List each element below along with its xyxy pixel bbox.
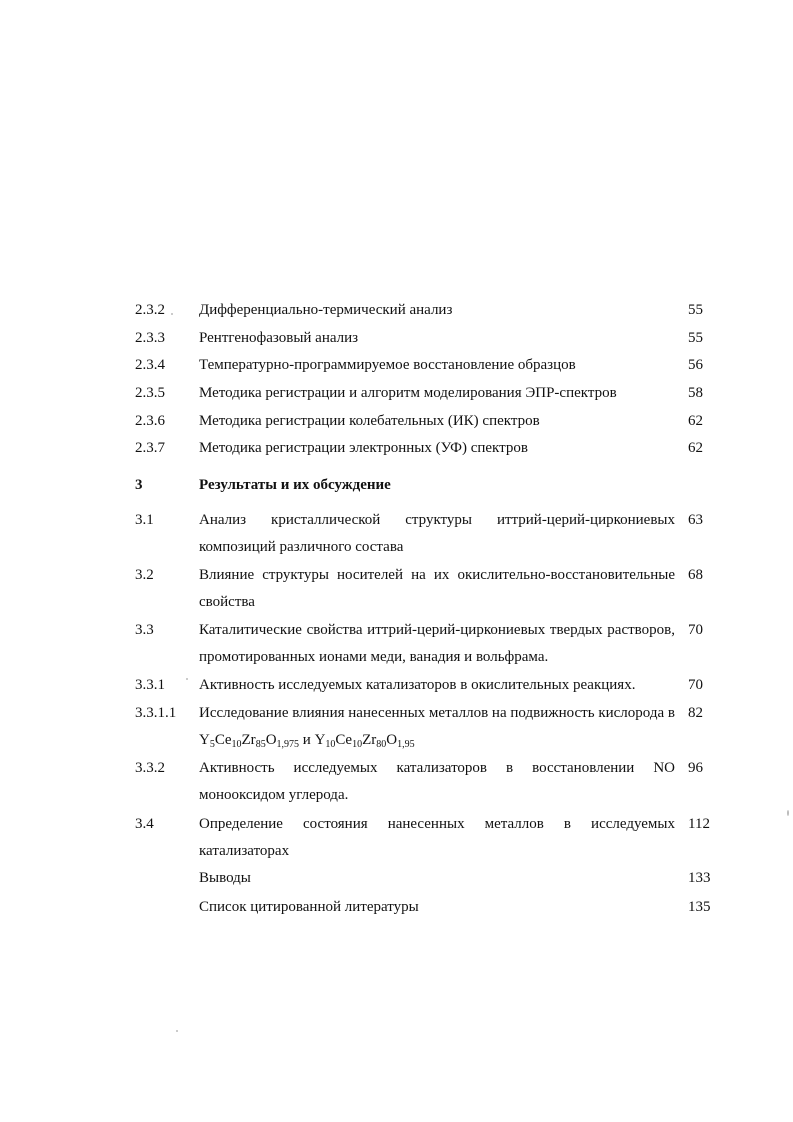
section-title: Рентгенофазовый анализ	[199, 330, 359, 346]
chapter-number: 3	[135, 477, 143, 493]
scan-speck	[186, 678, 188, 680]
section-title: Список цитированной литературы	[199, 899, 419, 915]
section-title: Дифференциально-термический анализ	[199, 302, 453, 318]
title-text: Исследование влияния нанесенных металлов на подвижность кислорода в	[199, 705, 675, 721]
section-number: 2.3.4	[135, 357, 165, 373]
formula-y10-ce10-zr80: $Y_{10}Ce_{10}Zr_{80}O_{1,95}$	[314, 732, 415, 750]
page-number: 135	[688, 899, 711, 915]
page-number: 70	[688, 622, 703, 638]
page-number: 56	[688, 357, 703, 373]
section-number: 3.3.1.1	[135, 705, 177, 721]
conjunction: и	[302, 732, 311, 748]
page-number: 63	[688, 512, 703, 528]
scan-speck	[176, 1030, 178, 1032]
section-number: 2.3.2	[135, 302, 165, 318]
page-number: 70	[688, 677, 703, 693]
scan-speck	[171, 313, 173, 315]
section-number: 3.2	[135, 567, 154, 583]
section-title: Определение состояния нанесенных металлов в исследуемых катализаторах	[199, 816, 675, 859]
section-number: 3.1	[135, 512, 154, 528]
section-title: Каталитические свойства иттрий-церий-циркониевых твердых растворов, промотированных ионами меди, ванадия и вольфрама.	[199, 622, 675, 665]
page-number: 133	[688, 870, 711, 886]
section-title: Активность исследуемых катализаторов в окислительных реакциях.	[199, 677, 636, 693]
page-number: 68	[688, 567, 703, 583]
section-number: 2.3.5	[135, 385, 165, 401]
section-title: Методика регистрации электронных (УФ) спектров	[199, 440, 528, 456]
section-title: Активность исследуемых катализаторов в восстановлении NO монооксидом углерода.	[199, 760, 675, 803]
section-title	[199, 700, 675, 754]
section-title: Выводы	[199, 870, 251, 886]
formula-y5-ce10-zr85: $Y_5Ce_{10}Zr_{85}O_{1,975}$	[199, 732, 300, 750]
page-number: 55	[688, 302, 703, 318]
chapter-title: Результаты и их обсуждение	[199, 477, 391, 493]
section-number: 2.3.3	[135, 330, 165, 346]
section-number: 3.3.2	[135, 760, 165, 776]
section-title: Температурно-программируемое восстановление образцов	[199, 357, 576, 373]
section-number: 3.3	[135, 622, 154, 638]
page-number: 96	[688, 760, 703, 776]
page-number: 112	[688, 816, 710, 832]
section-number: 2.3.7	[135, 440, 165, 456]
page-number: 62	[688, 413, 703, 429]
page-number: 55	[688, 330, 703, 346]
page-number: 62	[688, 440, 703, 456]
section-number: 3.3.1	[135, 677, 165, 693]
scan-speck	[787, 810, 789, 816]
section-number: 2.3.6	[135, 413, 165, 429]
page-number: 58	[688, 385, 703, 401]
section-title: Методика регистрации и алгоритм моделирования ЭПР-спектров	[199, 385, 617, 401]
section-title: Влияние структуры носителей на их окислительно-восстановительные свойства	[199, 567, 675, 610]
section-number: 3.4	[135, 816, 154, 832]
section-title: Методика регистрации колебательных (ИК) спектров	[199, 413, 540, 429]
section-title: Анализ кристаллической структуры иттрий-церий-циркониевых композиций различного состава	[199, 512, 675, 555]
page-number: 82	[688, 705, 703, 721]
